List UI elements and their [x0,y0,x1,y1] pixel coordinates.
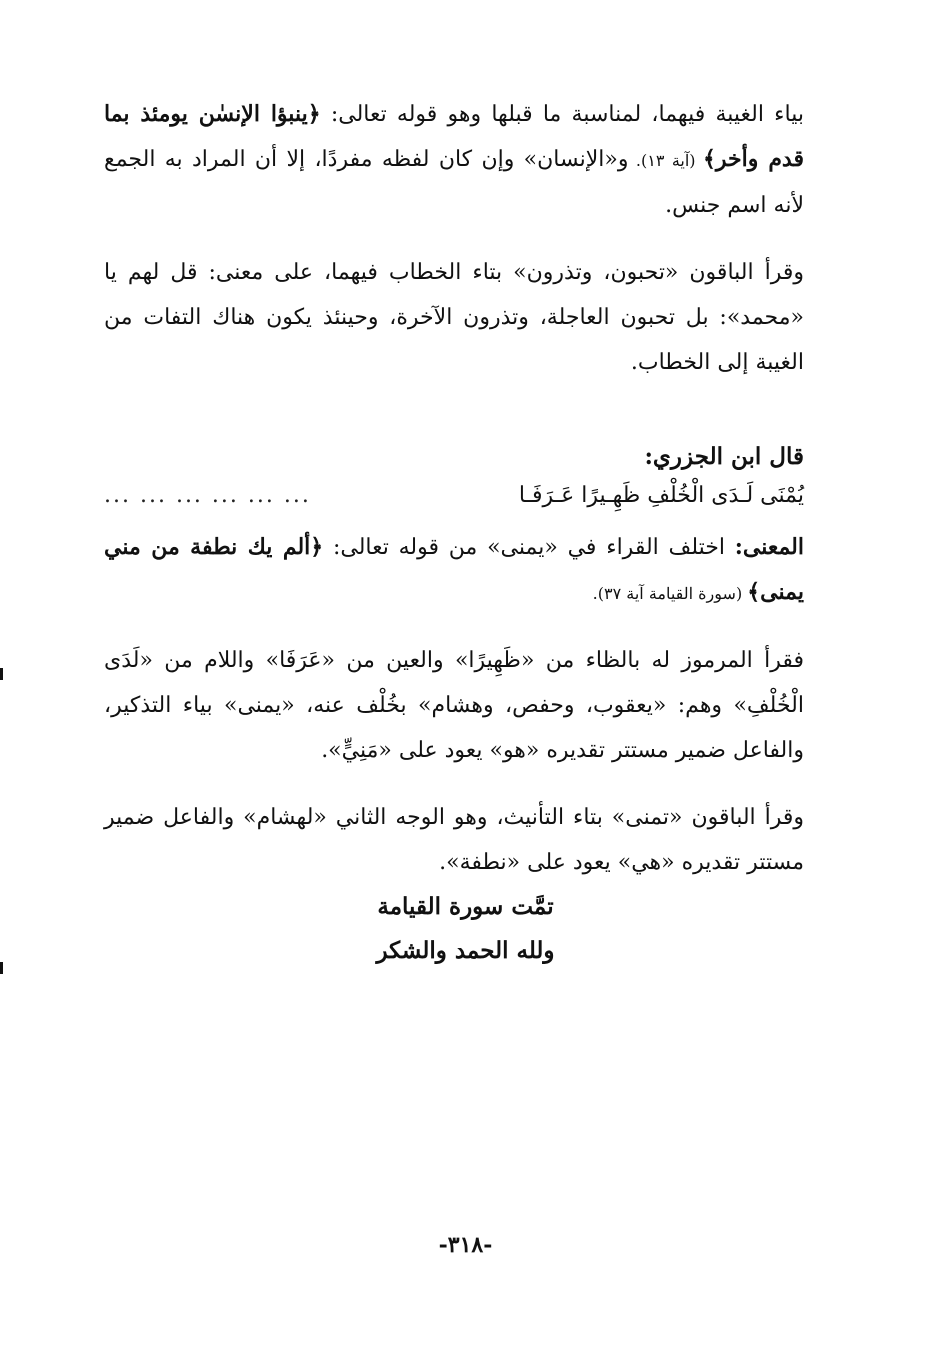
poem-line [104,477,804,515]
page-body [104,92,804,885]
page-number: -٣١٨- [438,1232,493,1258]
paragraph-4-text: فقرأ المرموز له بالظاء من «ظَهِيرًا» والعين من «عَرَفَا» واللام من «لَدَى الْخُلْفِ» وهم: «يعقوب، وحفص، وهشام» بخُلْف عنه، «يمنى» بياء التذكير، والفاعل ضمير مستتر تقديره «هو» يعود على «مَنِيٍّ». [104,648,804,763]
paragraph-3-text: اختلف القراء في «يمنى» من قوله تعالى: [323,535,735,560]
paragraph-4 [104,638,804,773]
closing-block [0,885,931,973]
paragraph-1-continuation: و«الإنسان» وإن كان لفظه مفردًا، إلا أن المراد به الجمع لأنه اسم جنس. [104,147,804,218]
meaning-label: المعنى: [734,534,804,560]
paragraph-1-text: بياء الغيبة فيهما، لمناسبة ما قبلها وهو قوله تعالى: [320,102,804,127]
paragraph-2 [104,250,804,385]
margin-mark-top [0,668,3,680]
poem-verse: يُمْنَى لَـدَى الْخُلْفِ ظَهِـيرًا عَـرَفَـا [518,483,804,508]
paragraph-3 [104,525,804,616]
quran-verse-1: ﴿ينبؤا الإنسٰن يومئذ بما قدم وأخر﴾ [104,101,805,172]
verse-reference-1: (آية ١٣). [628,151,703,170]
paragraph-5 [104,795,804,885]
verse-reference-2: (سورة القيامة آية ٣٧). [592,584,748,603]
closing-line-2: ولله الحمد والشكر [376,937,555,964]
margin-mark-bottom [0,962,3,974]
paragraph-2-text: وقرأ الباقون «تحبون، وتذرون» بتاء الخطاب فيهما، على معنى: قل لهم يا «محمد»: بل تحبون العاجلة، وتذرون الآخرة، وحينئذ يكون هناك التفات من الغيبة إلى الخطاب. [104,260,804,375]
poem-ellipsis: ... ... ... ... ... ... [104,483,311,508]
quran-verse-2: ﴿ألم يك نطفة من مني يمنى﴾ [104,534,804,605]
paragraph-5-text: وقرأ الباقون «تمنى» بتاء التأنيث، وهو الوجه الثاني «لهشام» والفاعل ضمير مستتر تقديره «هي» يعود على «نطفة». [104,805,804,875]
paragraph-1 [104,92,804,228]
section-heading: قال ابن الجزري: [644,443,804,470]
closing-line-1: تمَّت سورة القيامة [377,893,554,920]
